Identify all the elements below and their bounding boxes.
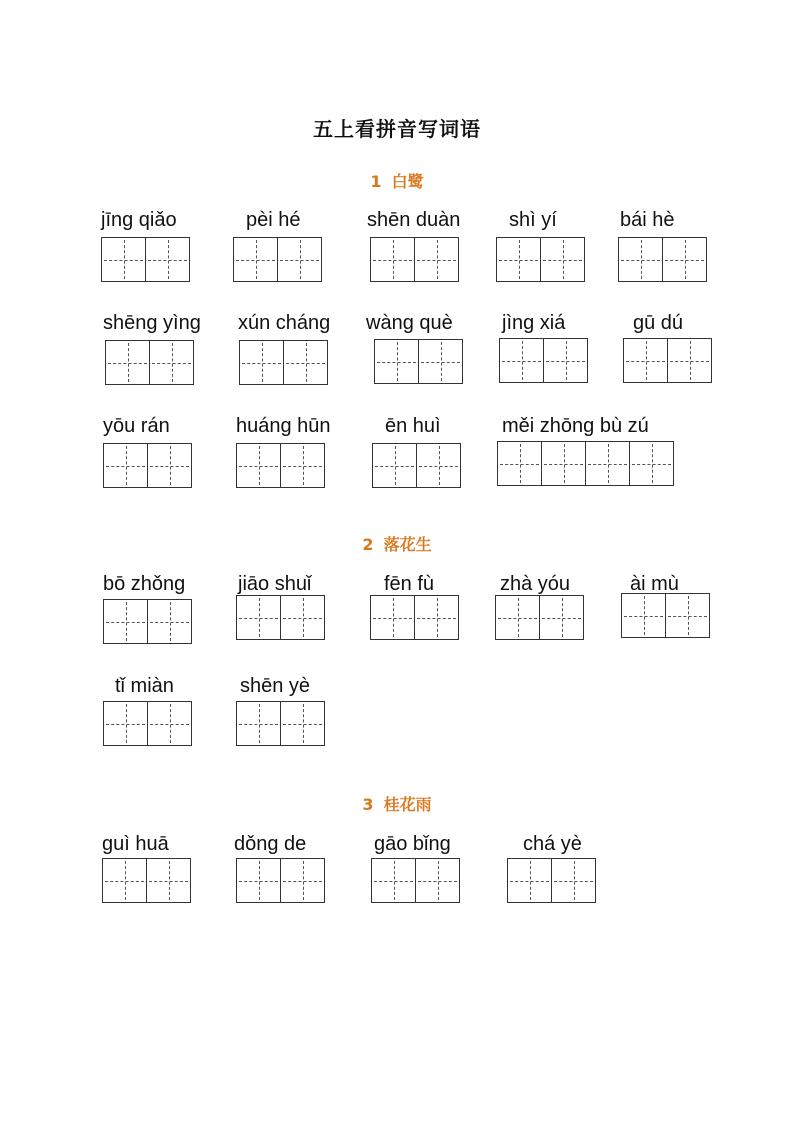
word-pinyin: měi zhōng bù zú: [502, 415, 649, 437]
writing-boxes[interactable]: [102, 858, 191, 903]
writing-cell[interactable]: [416, 858, 460, 903]
writing-cell[interactable]: [103, 701, 148, 746]
word-pinyin: jiāo shuǐ: [238, 573, 312, 595]
writing-boxes[interactable]: [103, 599, 192, 644]
writing-cell[interactable]: [540, 595, 584, 640]
writing-cell[interactable]: [103, 599, 148, 644]
writing-boxes[interactable]: [103, 701, 192, 746]
section-name: 落花生: [383, 535, 432, 554]
word-pinyin: yōu rán: [103, 415, 170, 437]
writing-cell[interactable]: [281, 443, 325, 488]
writing-cell[interactable]: [621, 593, 666, 638]
word-pinyin: jīng qiǎo: [101, 209, 177, 231]
writing-cell[interactable]: [586, 441, 630, 486]
writing-boxes[interactable]: [621, 593, 710, 638]
word-pinyin: gāo bǐng: [374, 833, 451, 855]
writing-cell[interactable]: [496, 237, 541, 282]
writing-cell[interactable]: [499, 338, 544, 383]
writing-cell[interactable]: [370, 595, 415, 640]
writing-cell[interactable]: [630, 441, 674, 486]
word-pinyin: bō zhǒng: [103, 573, 186, 595]
section-name: 桂花雨: [383, 795, 432, 814]
writing-boxes[interactable]: [236, 858, 325, 903]
writing-boxes[interactable]: [233, 237, 322, 282]
writing-boxes[interactable]: [105, 340, 194, 385]
writing-cell[interactable]: [236, 595, 281, 640]
writing-boxes[interactable]: [499, 338, 588, 383]
writing-cell[interactable]: [663, 237, 707, 282]
writing-cell[interactable]: [278, 237, 322, 282]
writing-cell[interactable]: [233, 237, 278, 282]
writing-cell[interactable]: [146, 237, 190, 282]
word-pinyin: dǒng de: [234, 833, 307, 855]
writing-cell[interactable]: [419, 339, 463, 384]
writing-boxes[interactable]: [372, 443, 461, 488]
writing-boxes[interactable]: [236, 443, 325, 488]
word-pinyin: jìng xiá: [502, 312, 566, 334]
writing-boxes[interactable]: [239, 340, 328, 385]
writing-cell[interactable]: [371, 858, 416, 903]
section-number: 3: [362, 795, 374, 814]
writing-boxes[interactable]: [101, 237, 190, 282]
writing-cell[interactable]: [148, 599, 192, 644]
writing-boxes[interactable]: [497, 441, 674, 486]
writing-cell[interactable]: [542, 441, 586, 486]
word-pinyin: zhà yóu: [500, 573, 571, 595]
writing-cell[interactable]: [618, 237, 663, 282]
word-pinyin: gū dú: [633, 312, 684, 334]
writing-cell[interactable]: [372, 443, 417, 488]
writing-cell[interactable]: [150, 340, 194, 385]
writing-cell[interactable]: [105, 340, 150, 385]
writing-cell[interactable]: [281, 858, 325, 903]
writing-boxes[interactable]: [507, 858, 596, 903]
word-pinyin: guì huā: [102, 833, 169, 855]
writing-boxes[interactable]: [374, 339, 463, 384]
writing-cell[interactable]: [103, 443, 148, 488]
writing-cell[interactable]: [666, 593, 710, 638]
writing-cell[interactable]: [370, 237, 415, 282]
writing-boxes[interactable]: [371, 858, 460, 903]
word-pinyin: ài mù: [630, 573, 679, 595]
writing-cell[interactable]: [236, 443, 281, 488]
word-pinyin: ēn huì: [385, 415, 441, 437]
section-name: 白鹭: [391, 172, 424, 191]
writing-boxes[interactable]: [623, 338, 712, 383]
writing-cell[interactable]: [147, 858, 191, 903]
writing-boxes[interactable]: [236, 701, 325, 746]
writing-cell[interactable]: [148, 443, 192, 488]
writing-cell[interactable]: [541, 237, 585, 282]
word-pinyin: tǐ miàn: [115, 675, 174, 697]
word-pinyin: pèi hé: [246, 209, 301, 231]
writing-cell[interactable]: [415, 595, 459, 640]
writing-cell[interactable]: [495, 595, 540, 640]
section-heading-2: [0, 532, 794, 555]
word-pinyin: shēn yè: [240, 675, 311, 697]
word-pinyin: chá yè: [523, 833, 582, 855]
writing-boxes[interactable]: [370, 595, 459, 640]
writing-boxes[interactable]: [495, 595, 584, 640]
word-pinyin: shēn duàn: [367, 209, 461, 231]
writing-boxes[interactable]: [236, 595, 325, 640]
word-pinyin: wàng què: [366, 312, 453, 334]
writing-cell[interactable]: [236, 701, 281, 746]
writing-cell[interactable]: [415, 237, 459, 282]
writing-boxes[interactable]: [103, 443, 192, 488]
writing-cell[interactable]: [544, 338, 588, 383]
word-pinyin: bái hè: [620, 209, 675, 231]
writing-cell[interactable]: [148, 701, 192, 746]
writing-cell[interactable]: [102, 858, 147, 903]
writing-cell[interactable]: [507, 858, 552, 903]
writing-boxes[interactable]: [496, 237, 585, 282]
section-heading-1: [0, 169, 794, 192]
writing-boxes[interactable]: [370, 237, 459, 282]
writing-cell[interactable]: [417, 443, 461, 488]
writing-cell[interactable]: [552, 858, 596, 903]
writing-cell[interactable]: [281, 701, 325, 746]
writing-boxes[interactable]: [618, 237, 707, 282]
word-pinyin: shēng yìng: [103, 312, 201, 334]
writing-cell[interactable]: [239, 340, 284, 385]
word-pinyin: shì yí: [509, 209, 557, 231]
word-pinyin: xún cháng: [238, 312, 331, 334]
writing-cell[interactable]: [101, 237, 146, 282]
page-title: 五上看拼音写词语: [313, 117, 481, 141]
writing-cell[interactable]: [374, 339, 419, 384]
writing-cell[interactable]: [236, 858, 281, 903]
writing-cell[interactable]: [668, 338, 712, 383]
writing-cell[interactable]: [497, 441, 542, 486]
writing-cell[interactable]: [281, 595, 325, 640]
section-heading-3: [0, 792, 794, 815]
writing-cell[interactable]: [284, 340, 328, 385]
section-number: 1: [370, 172, 382, 191]
word-pinyin: huáng hūn: [236, 415, 331, 437]
word-pinyin: fēn fù: [384, 573, 435, 595]
section-number: 2: [362, 535, 374, 554]
writing-cell[interactable]: [623, 338, 668, 383]
